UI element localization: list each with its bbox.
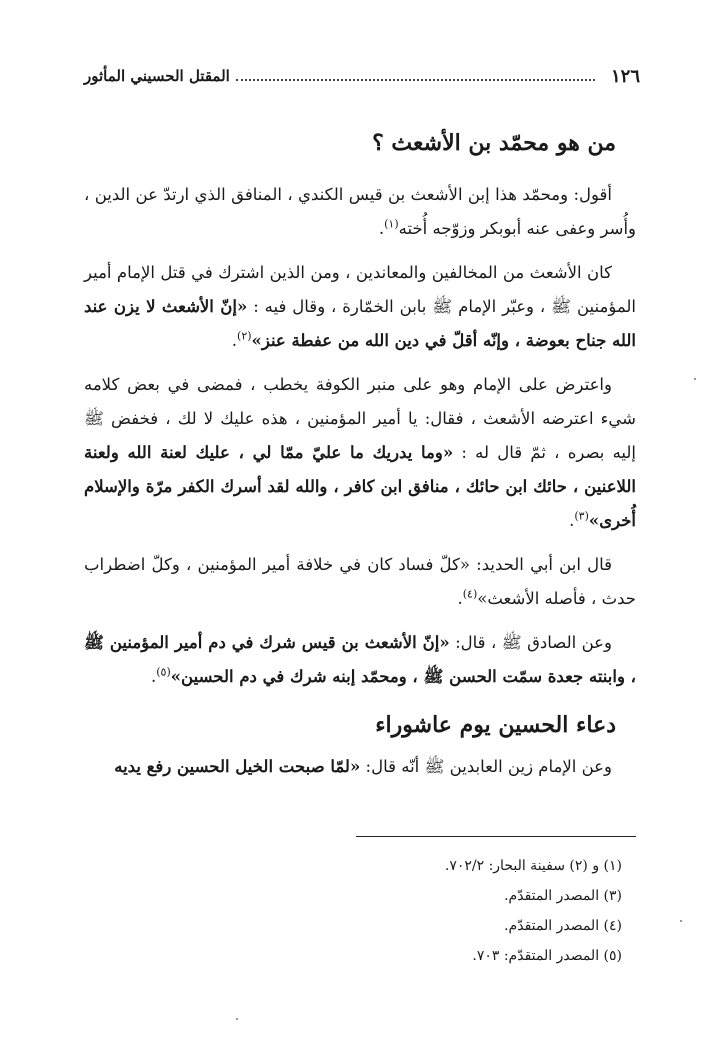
paragraph-text: أقول: ومحمّد هذا إبن الأشعث بن قيس الكندي ، المنافق الذي ارتدّ عن الدين ، وأُسر وعفى عنه أبوبكر وزوّجه أُخته bbox=[84, 185, 636, 238]
quotation: «وما يدريك ما عليّ ممّا لي ، عليك لعنة الله ولعنة اللاعنين ، حائك ابن حائك ، منافق ابن كافر ، والله لقد أسرك الكفر مرّة والإسلام أُخرى» bbox=[84, 443, 636, 530]
book-title: المقتل الحسيني المأثور bbox=[84, 67, 230, 85]
paragraph-text: واعترض على الإمام وهو على منبر الكوفة يخطب ، فمضى في بعض كلامه شيء اعترضه الأشعث ، فقال: يا أمير المؤمنين ، هذه عليك لا لك ، فخفض ﷺ إليه بصره ، ثمّ قال له : bbox=[84, 375, 637, 462]
footnote-ref: (٥) bbox=[156, 665, 171, 679]
paragraph-end: . bbox=[231, 331, 238, 350]
paragraph-text: وعن الصادق ﷺ ، قال: bbox=[455, 633, 612, 652]
quotation: «إنّ الأشعث لا يزن عند الله جناح بعوضة ، وإنّه أقلّ في دين الله من عفطة عنز» bbox=[84, 297, 636, 350]
paragraph bbox=[84, 548, 636, 616]
paragraph-end: . bbox=[378, 219, 385, 238]
paragraph-text: كان الأشعث من المخالفين والمعاندين ، ومن الذين اشترك في قتل الإمام أمير المؤمنين ﷺ ، وعبّر الإمام ﷺ بابن الخمّارة ، وقال فيه : bbox=[84, 263, 636, 316]
scan-speck bbox=[694, 378, 696, 380]
footnote-ref: (١) bbox=[384, 217, 399, 231]
footnote-ref: (٤) bbox=[462, 587, 478, 601]
scan-speck bbox=[680, 920, 682, 922]
footnote-item: (٣) المصدر المتقدّم. bbox=[504, 888, 622, 904]
header-dotted-leader bbox=[236, 79, 595, 81]
scan-speck bbox=[236, 1018, 238, 1020]
paragraph bbox=[84, 750, 636, 784]
footnote-item: (٤) المصدر المتقدّم. bbox=[504, 918, 622, 934]
paragraph bbox=[84, 256, 636, 358]
running-header bbox=[84, 62, 640, 90]
paragraph-text: وعن الإمام زين العابدين ﷺ أنّه قال: bbox=[365, 757, 612, 776]
paragraph-end: . bbox=[457, 589, 463, 608]
paragraph-end: . bbox=[569, 511, 575, 530]
paragraph bbox=[84, 626, 636, 694]
quotation: «لمّا صبحت الخيل الحسين رفع يديه bbox=[114, 757, 361, 776]
footnote-item: (٥) المصدر المتقدّم: ٧٠٣. bbox=[472, 948, 622, 964]
paragraph-text: قال ابن أبي الحديد: «كلّ فساد كان في خلافة أمير المؤمنين ، وكلّ اضطراب حدث ، فأصله الأشعث» bbox=[84, 555, 636, 608]
footnote-divider bbox=[356, 836, 636, 837]
quotation: «إنّ الأشعث بن قيس شرك في دم أمير المؤمنين ﷺ ، وابنته جعدة سمّت الحسن ﷺ ، ومحمّد إبنه شرك في دم الحسين» bbox=[84, 633, 636, 686]
footnote-ref: (٢) bbox=[237, 329, 252, 343]
main-content bbox=[84, 126, 636, 794]
section-heading-ibn-ashath: من هو محمّد بن الأشعث ؟ bbox=[372, 130, 616, 156]
page-number: ١٢٦ bbox=[610, 65, 640, 87]
paragraph bbox=[84, 178, 636, 246]
footnote-item: (١) و (٢) سفينة البحار: ٧٠٢/٢. bbox=[444, 858, 622, 874]
footnotes bbox=[84, 836, 636, 971]
paragraph bbox=[84, 368, 636, 538]
footnote-ref: (٣) bbox=[574, 509, 589, 523]
section-heading-ashura-prayer: دعاء الحسين يوم عاشوراء bbox=[375, 712, 616, 738]
paragraph-end: . bbox=[150, 667, 157, 686]
